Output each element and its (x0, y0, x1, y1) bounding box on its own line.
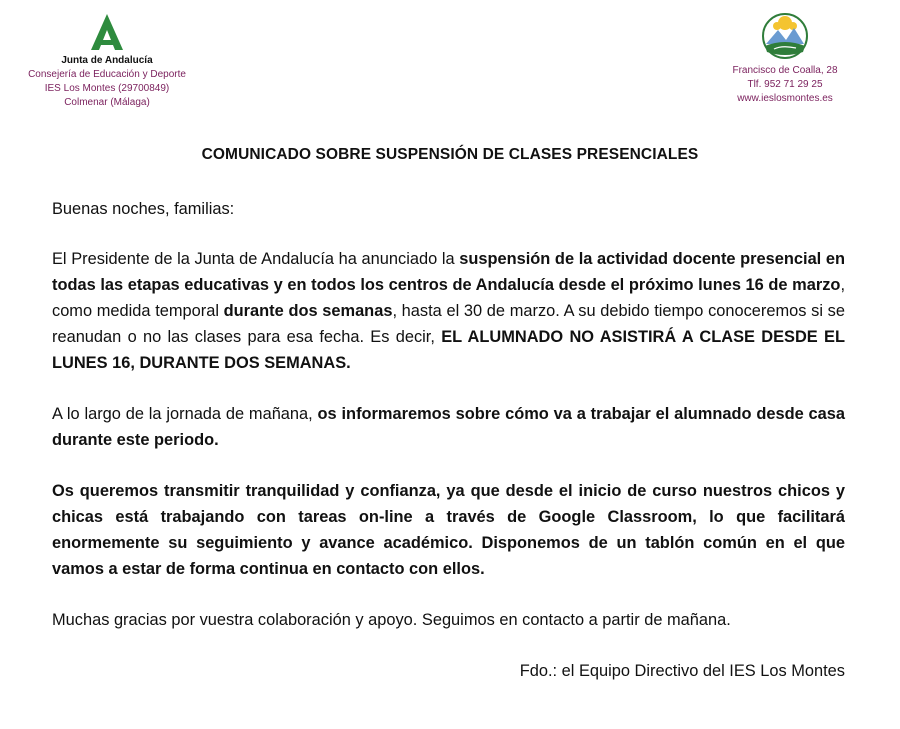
junta-andalucia-logo-icon (87, 12, 127, 52)
department-name: Consejería de Educación y Deporte (28, 69, 186, 80)
school-website[interactable]: www.ieslosmontes.es (737, 93, 833, 104)
header-right (720, 12, 850, 106)
p1-text-2: , como medida temporal (52, 276, 845, 320)
paragraph-reassurance (52, 478, 845, 582)
p2-text-1: A lo largo de la jornada de mañana, (52, 405, 318, 423)
p1-bold-1: suspensión de la actividad docente presencial en todas las etapas educativas y en todos los centros de Andalucía desde el próximo lunes 16 de marzo (52, 250, 846, 294)
paragraph-announcement (52, 246, 845, 376)
p2-bold-1: os informaremos sobre cómo va a trabajar el alumnado desde casa durante este periodo. (52, 405, 845, 449)
p1-text-3: , hasta el 30 de marzo. A su debido tiempo conoceremos si se reanudan o no las clases para esa fecha. Es decir, (52, 302, 845, 346)
town-name: Colmenar (Málaga) (64, 97, 150, 108)
school-phone: Tlf. 952 71 29 25 (747, 79, 823, 90)
document-title: COMUNICADO SOBRE SUSPENSIÓN DE CLASES PRESENCIALES (201, 146, 699, 163)
signature: Fdo.: el Equipo Directivo del IES Los Montes (519, 662, 845, 680)
paragraph-info (52, 401, 845, 453)
school-name: IES Los Montes (29700849) (44, 83, 170, 94)
p1-bold-3: EL ALUMNADO NO ASISTIRÁ A CLASE DESDE EL LUNES 16, DURANTE DOS SEMANAS. (52, 328, 845, 372)
p1-bold-2: durante dos semanas (223, 302, 393, 320)
paragraph-thanks: Muchas gracias por vuestra colaboración y apoyo. Seguimos en contacto a partir de mañana. (52, 611, 731, 629)
greeting: Buenas noches, familias: (52, 200, 235, 218)
ies-los-montes-logo-icon (760, 12, 810, 60)
p1-text-1: El Presidente de la Junta de Andalucía ha anunciado la (52, 250, 460, 268)
header-left (22, 12, 192, 110)
org-name: Junta de Andalucía (61, 55, 153, 66)
p3-bold-1: Os queremos transmitir tranquilidad y confianza, ya que desde el inicio de curso nuestros chicos y chicas está trabajando con tareas on-line a través de Google Classroom, lo que facilitará enormemente su seguimiento y avance académico. Disponemos de un tablón común en el que vamos a estar de forma continua en contacto con ellos. (52, 482, 845, 578)
school-address: Francisco de Coalla, 28 (732, 65, 838, 76)
letter-body (52, 196, 845, 684)
